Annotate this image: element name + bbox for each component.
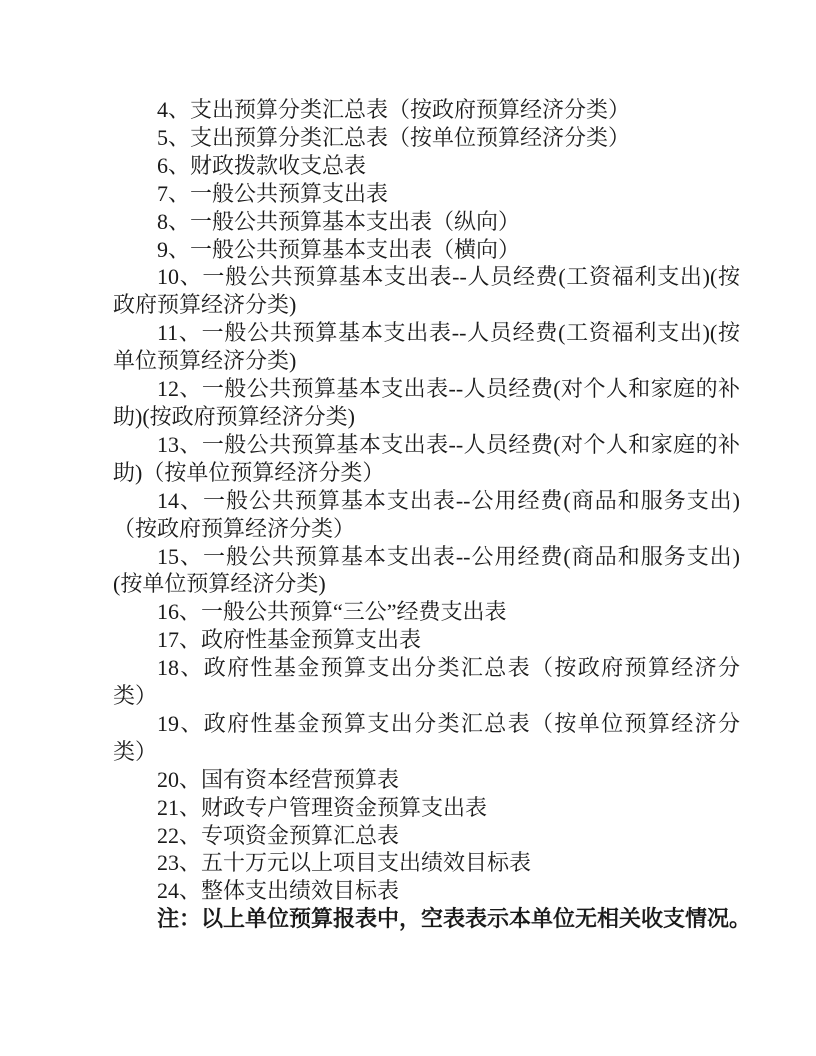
list-item: 16、一般公共预算“三公”经费支出表: [157, 599, 507, 625]
list-item: 10、一般公共预算基本支出表--人员经费(工资福利支出)(按政府预算经济分类): [113, 264, 740, 318]
budget-table-list: [113, 96, 752, 933]
list-item: 13、一般公共预算基本支出表--人员经费(对个人和家庭的补助)（按单位预算经济分类）: [113, 431, 740, 485]
list-item: 15、一般公共预算基本支出表--公用经费(商品和服务支出)(按单位预算经济分类): [113, 543, 740, 597]
list-item: 17、政府性基金预算支出表: [157, 627, 422, 653]
list-item: 12、一般公共预算基本支出表--人员经费(对个人和家庭的补助)(按政府预算经济分类): [113, 376, 740, 429]
list-item: 4、支出预算分类汇总表（按政府预算经济分类）: [157, 97, 631, 122]
list-item: 21、财政专户管理资金预算支出表: [157, 794, 488, 820]
note-line: 注：以上单位预算报表中，空表表示本单位无相关收支情况。: [157, 906, 752, 932]
list-item: 8、一般公共预算基本支出表（纵向）: [157, 208, 521, 234]
list-item: 20、国有资本经营预算表: [157, 766, 400, 792]
list-item: 11、一般公共预算基本支出表--人员经费(工资福利支出)(按单位预算经济分类): [113, 320, 740, 374]
list-item: 14、一般公共预算基本支出表--公用经费(商品和服务支出)（按政府预算经济分类）: [113, 487, 740, 541]
list-item: 22、专项资金预算汇总表: [157, 822, 400, 848]
list-item: 24、整体支出绩效目标表: [157, 878, 400, 904]
list-item: 18、政府性基金预算支出分类汇总表（按政府预算经济分类）: [113, 655, 740, 709]
list-item: 9、一般公共预算基本支出表（横向）: [157, 236, 521, 262]
list-item: 7、一般公共预算支出表: [157, 180, 389, 206]
list-item: 5、支出预算分类汇总表（按单位预算经济分类）: [157, 124, 631, 150]
list-item: 6、财政拨款收支总表: [157, 152, 367, 178]
list-item: 19、政府性基金预算支出分类汇总表（按单位预算经济分类）: [113, 710, 740, 764]
list-item: 23、五十万元以上项目支出绩效目标表: [157, 850, 532, 876]
